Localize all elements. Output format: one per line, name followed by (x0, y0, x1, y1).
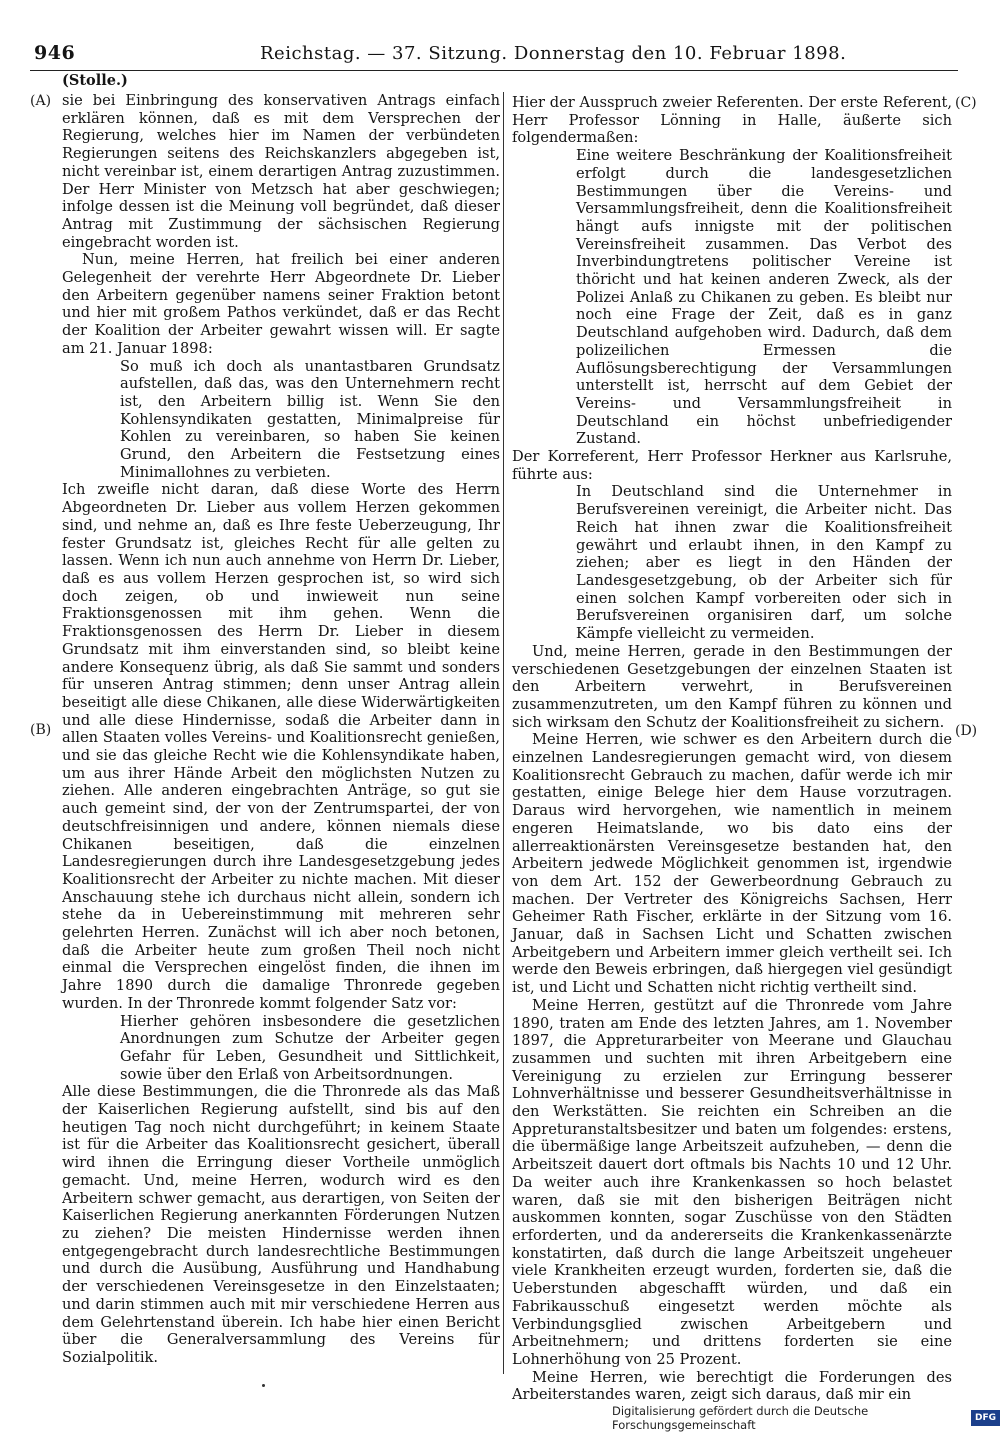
quoted-passage: In Deutschland sind die Unternehmer in Berufsvereinen vereinigt, die Arbeiter nicht. Das Reich hat ihnen zwar die Koalitionsfreiheit gewährt und erlaubt ihnen, in den Kampf zu ziehen; aber es liegt in den Händen der Landesgesetzgebung, ob der Arbeiter sich für einen solchen Kampf vorbereiten oder sich in Berufsvereinen organisiren darf, um solche Kämpfe vielleicht zu vermeiden. (576, 483, 952, 643)
paragraph: Der Korreferent, Herr Professor Herkner aus Karlsruhe, führte aus: (512, 448, 952, 483)
margin-label-d: (D) (955, 723, 978, 739)
running-title: Reichstag. — 37. Sitzung. Donnerstag den 10. Februar 1898. (260, 43, 847, 64)
paragraph: Meine Herren, wie berechtigt die Forderungen des Arbeiterstandes waren, zeigt sich daraus, daß mir ein (512, 1368, 952, 1404)
footer-credit: Digitalisierung gefördert durch die Deutsche Forschungsgemeinschaft (612, 1404, 869, 1432)
page-header (30, 40, 958, 71)
paragraph: Meine Herren, gestützt auf die Thronrede vom Jahre 1890, traten am Ende des letzten Jahres, am 1. November 1897, die Appreturarbeiter von Meerane und Glauchau zusammen und suchten mit ihren Arbeitgebern eine Vereinigung zu erzielen zur Erringung besserer Lohnverhältnisse und besserer Gesundheitsverhältnisse in den Werkstätten. Sie reichten ein Schreiben an die Appreturanstaltsbesitzer und baten um folgendes: erstens, die übermäßige lange Arbeitszeit aufzuheben, — denn die Arbeitszeit dauert dort oftmals bis Nachts 10 und 12 Uhr. Da weiter auch ihre Krankenkassen so hoch belastet waren, daß sie mit den bisherigen Beiträgen nicht auskommen konnten, sogar Zuschüsse von den Städten erforderten, und da andererseits die Krankenkassenärzte konstatirten, daß durch die lange Arbeitszeit ungeheuer viele Krankheiten erzeugt wurden, forderten sie, daß die Ueberstunden abgeschafft würden, und daß ein Fabrikausschuß eingesetzt werden möchte als Verbindungsglied zwischen Arbeitgebern und Arbeitnehmern; und drittens forderten sie eine Lohnerhöhung von 25 Prozent. (512, 996, 952, 1368)
quoted-passage: Hierher gehören insbesondere die gesetzlichen Anordnungen zum Schutze der Arbeiter gegen Gefahr für Leben, Gesundheit und Sittlichkeit, sowie über den Erlaß von Arbeitsordnungen. (120, 1012, 500, 1083)
margin-label-b: (B) (30, 722, 52, 738)
speaker-name: (Stolle.) (62, 72, 128, 89)
paragraph: sie bei Einbringung des konservativen Antrags einfach erklären können, daß es mit dem Versprechen der Regierung, welches hier im Namen der verbündeten Regierungen seitens des Reichskanzlers abgegeben ist, nicht vereinbar ist, einem derartigen Antrag zuzustimmen. Der Herr Minister von Metzsch hat aber geschwiegen; infolge dessen ist die Meinung voll begründet, daß dieser Antrag mit Zustimmung der sächsischen Regierung eingebracht worden ist. (62, 92, 500, 251)
footer (612, 1404, 1000, 1432)
paragraph: Nun, meine Herren, hat freilich bei einer anderen Gelegenheit der verehrte Herr Abgeordnete Dr. Lieber den Arbeitern gegenüber namens seiner Fraktion betont und hier mit großem Pathos verkündet, daß er das Recht der Koalition der Arbeiter gewahrt wissen will. Er sagte am 21. Januar 1898: (62, 251, 500, 357)
column-divider (503, 92, 504, 1374)
dfg-logo: DFG (971, 1410, 1000, 1426)
paragraph: Hier der Ausspruch zweier Referenten. Der erste Referent, Herr Professor Lönning in Halle, äußerte sich folgendermaßen: (512, 94, 952, 147)
quoted-passage: So muß ich doch als unantastbaren Grundsatz aufstellen, daß das, was den Unternehmern recht ist, den Arbeitern billig ist. Wenn Sie den Kohlensyndikaten gestatten, Minimalpreise für Kohlen zu vereinbaren, so haben Sie keinen Grund, den Arbeitern die Festsetzung eines Minimallohnes zu verbieten. (120, 357, 500, 481)
left-text-column (62, 92, 500, 1367)
quoted-passage: Eine weitere Beschränkung der Koalitionsfreiheit erfolgt durch die landesgesetzlichen Bestimmungen über die Vereins- und Versammlungsfreiheit, denn die Koalitionsfreiheit hängt aufs innigste mit der politischen Vereinsfreiheit zusammen. Das Verbot des Inverbindungtretens politischer Vereine ist thöricht und hat keinen anderen Zweck, als der Polizei Anlaß zu Chikanen zu geben. Es bleibt nur noch eine Frage der Zeit, daß es in ganz Deutschland aufgehoben wird. Dadurch, daß dem polizeilichen Ermessen die Auflösungsberechtigung der Versammlungen unterstellt ist, herrscht auf dem Gebiet der Vereins- und Versammlungsfreiheit in Deutschland ein höchst unbefriedigender Zustand. (576, 147, 952, 448)
stray-mark (262, 1384, 265, 1387)
margin-label-c: (C) (955, 95, 977, 111)
margin-label-a: (A) (30, 93, 52, 109)
paragraph: Alle diese Bestimmungen, die die Thronrede als das Maß der Kaiserlichen Regierung aufstellt, sind bis auf den heutigen Tag noch nicht durchgeführt; in keinem Staate ist für die Arbeiter das Koalitionsrecht gesichert, überall wird ihnen die Erringung dieser Vortheile unmöglich gemacht. Und, meine Herren, wodurch wird es den Arbeitern schwer gemacht, aus derartigen, von Seiten der Kaiserlichen Regierung anerkannten Förderungen Nutzen zu ziehen? Die meisten Hindernisse werden ihnen entgegengebracht durch landesrechtliche Bestimmungen und durch die Ausübung, Ausführung und Handhabung der verschiedenen Vereinsgesetze in den Einzelstaaten; und darin stimmen auch mit mir verschiedene Herren aus dem Gelehrtenstand überein. Ich habe hier einen Bericht über die Generalversammlung des Vereins für Sozialpolitik. (62, 1083, 500, 1366)
paragraph: Meine Herren, wie schwer es den Arbeitern durch die einzelnen Landesregierungen gemacht wird, von diesem Koalitionsrecht Gebrauch zu machen, dafür werde ich mir gestatten, einige Belege hier dem Hause vorzutragen. Daraus wird hervorgehen, wie namentlich in meinem engeren Heimatslande, wo bis dato eins der allerreaktionärsten Vereinsgesetze bestanden hat, den Arbeitern jedwede Möglichkeit genommen ist, irgendwie von dem Art. 152 der Gewerbeordnung Gebrauch zu machen. Der Vertreter des Königreichs Sachsen, Herr Geheimer Rath Fischer, erklärte in der Sitzung vom 16. Januar, daß in Sachsen Licht und Schatten zwischen Arbeitgebern und Arbeitern immer gleich vertheilt sei. Ich werde den Beweis erbringen, daß hiergegen viel gesündigt ist, und Licht und Schatten nicht richtig vertheilt sind. (512, 731, 952, 997)
page-number: 946 (34, 42, 76, 64)
paragraph: Und, meine Herren, gerade in den Bestimmungen der verschiedenen Gesetzgebungen der einzelnen Staaten ist den Arbeitern verwehrt, in Berufsvereinen zusammenzutreten, um den Kampf führen zu können und sich wirksam den Schutz der Koalitionsfreiheit zu sichern. (512, 642, 952, 731)
right-text-column (512, 94, 952, 1404)
paragraph: Ich zweifle nicht daran, daß diese Worte des Herrn Abgeordneten Dr. Lieber aus vollem Herzen gekommen sind, und nehme an, daß es Ihre feste Ueberzeugung, Ihr fester Grundsatz ist, gleiches Recht für alle gelten zu lassen. Wenn ich nun auch annehme von Herrn Dr. Lieber, daß es aus vollem Herzen gesprochen ist, so wird sich doch zeigen, ob und inwieweit nun seine Fraktionsgenossen mit ihm gehen. Wenn die Fraktionsgenossen des Herrn Dr. Lieber in diesem Grundsatz mit ihm einverstanden sind, so bleibt keine andere Konsequenz übrig, als daß Sie sammt und sonders für unseren Antrag stimmen; denn unser Antrag allein beseitigt alle diese Chikanen, alle diese Widerwärtigkeiten und alle diese Hindernisse, sodaß die Arbeiter dann in allen Staaten volles Vereins- und Koalitionsrecht genießen, und sie das gleiche Recht wie die Kohlensyndikate haben, um aus ihrer Hände Arbeit den möglichsten Nutzen zu ziehen. Alle anderen eingebrachten Anträge, so gut sie auch gemeint sind, der von der Zentrumspartei, der von deutschfreisinnigen und andere, können niemals diese Chikanen beseitigen, daß die einzelnen Landesregierungen durch ihre Landesgesetzgebung jedes Koalitionsrecht der Arbeiter zu nichte machen. Mit dieser Anschauung stehe ich durchaus nicht allein, sondern ich stehe da in Uebereinstimmung mit mehreren sehr gelehrten Herren. Zunächst will ich aber noch betonen, daß die Arbeiter heute zum großen Theil noch nicht einmal die Versprechen eingelöst finden, die ihnen im Jahre 1890 durch die damalige Thronrede gegeben wurden. In der Thronrede kommt folgender Satz vor: (62, 481, 500, 1012)
